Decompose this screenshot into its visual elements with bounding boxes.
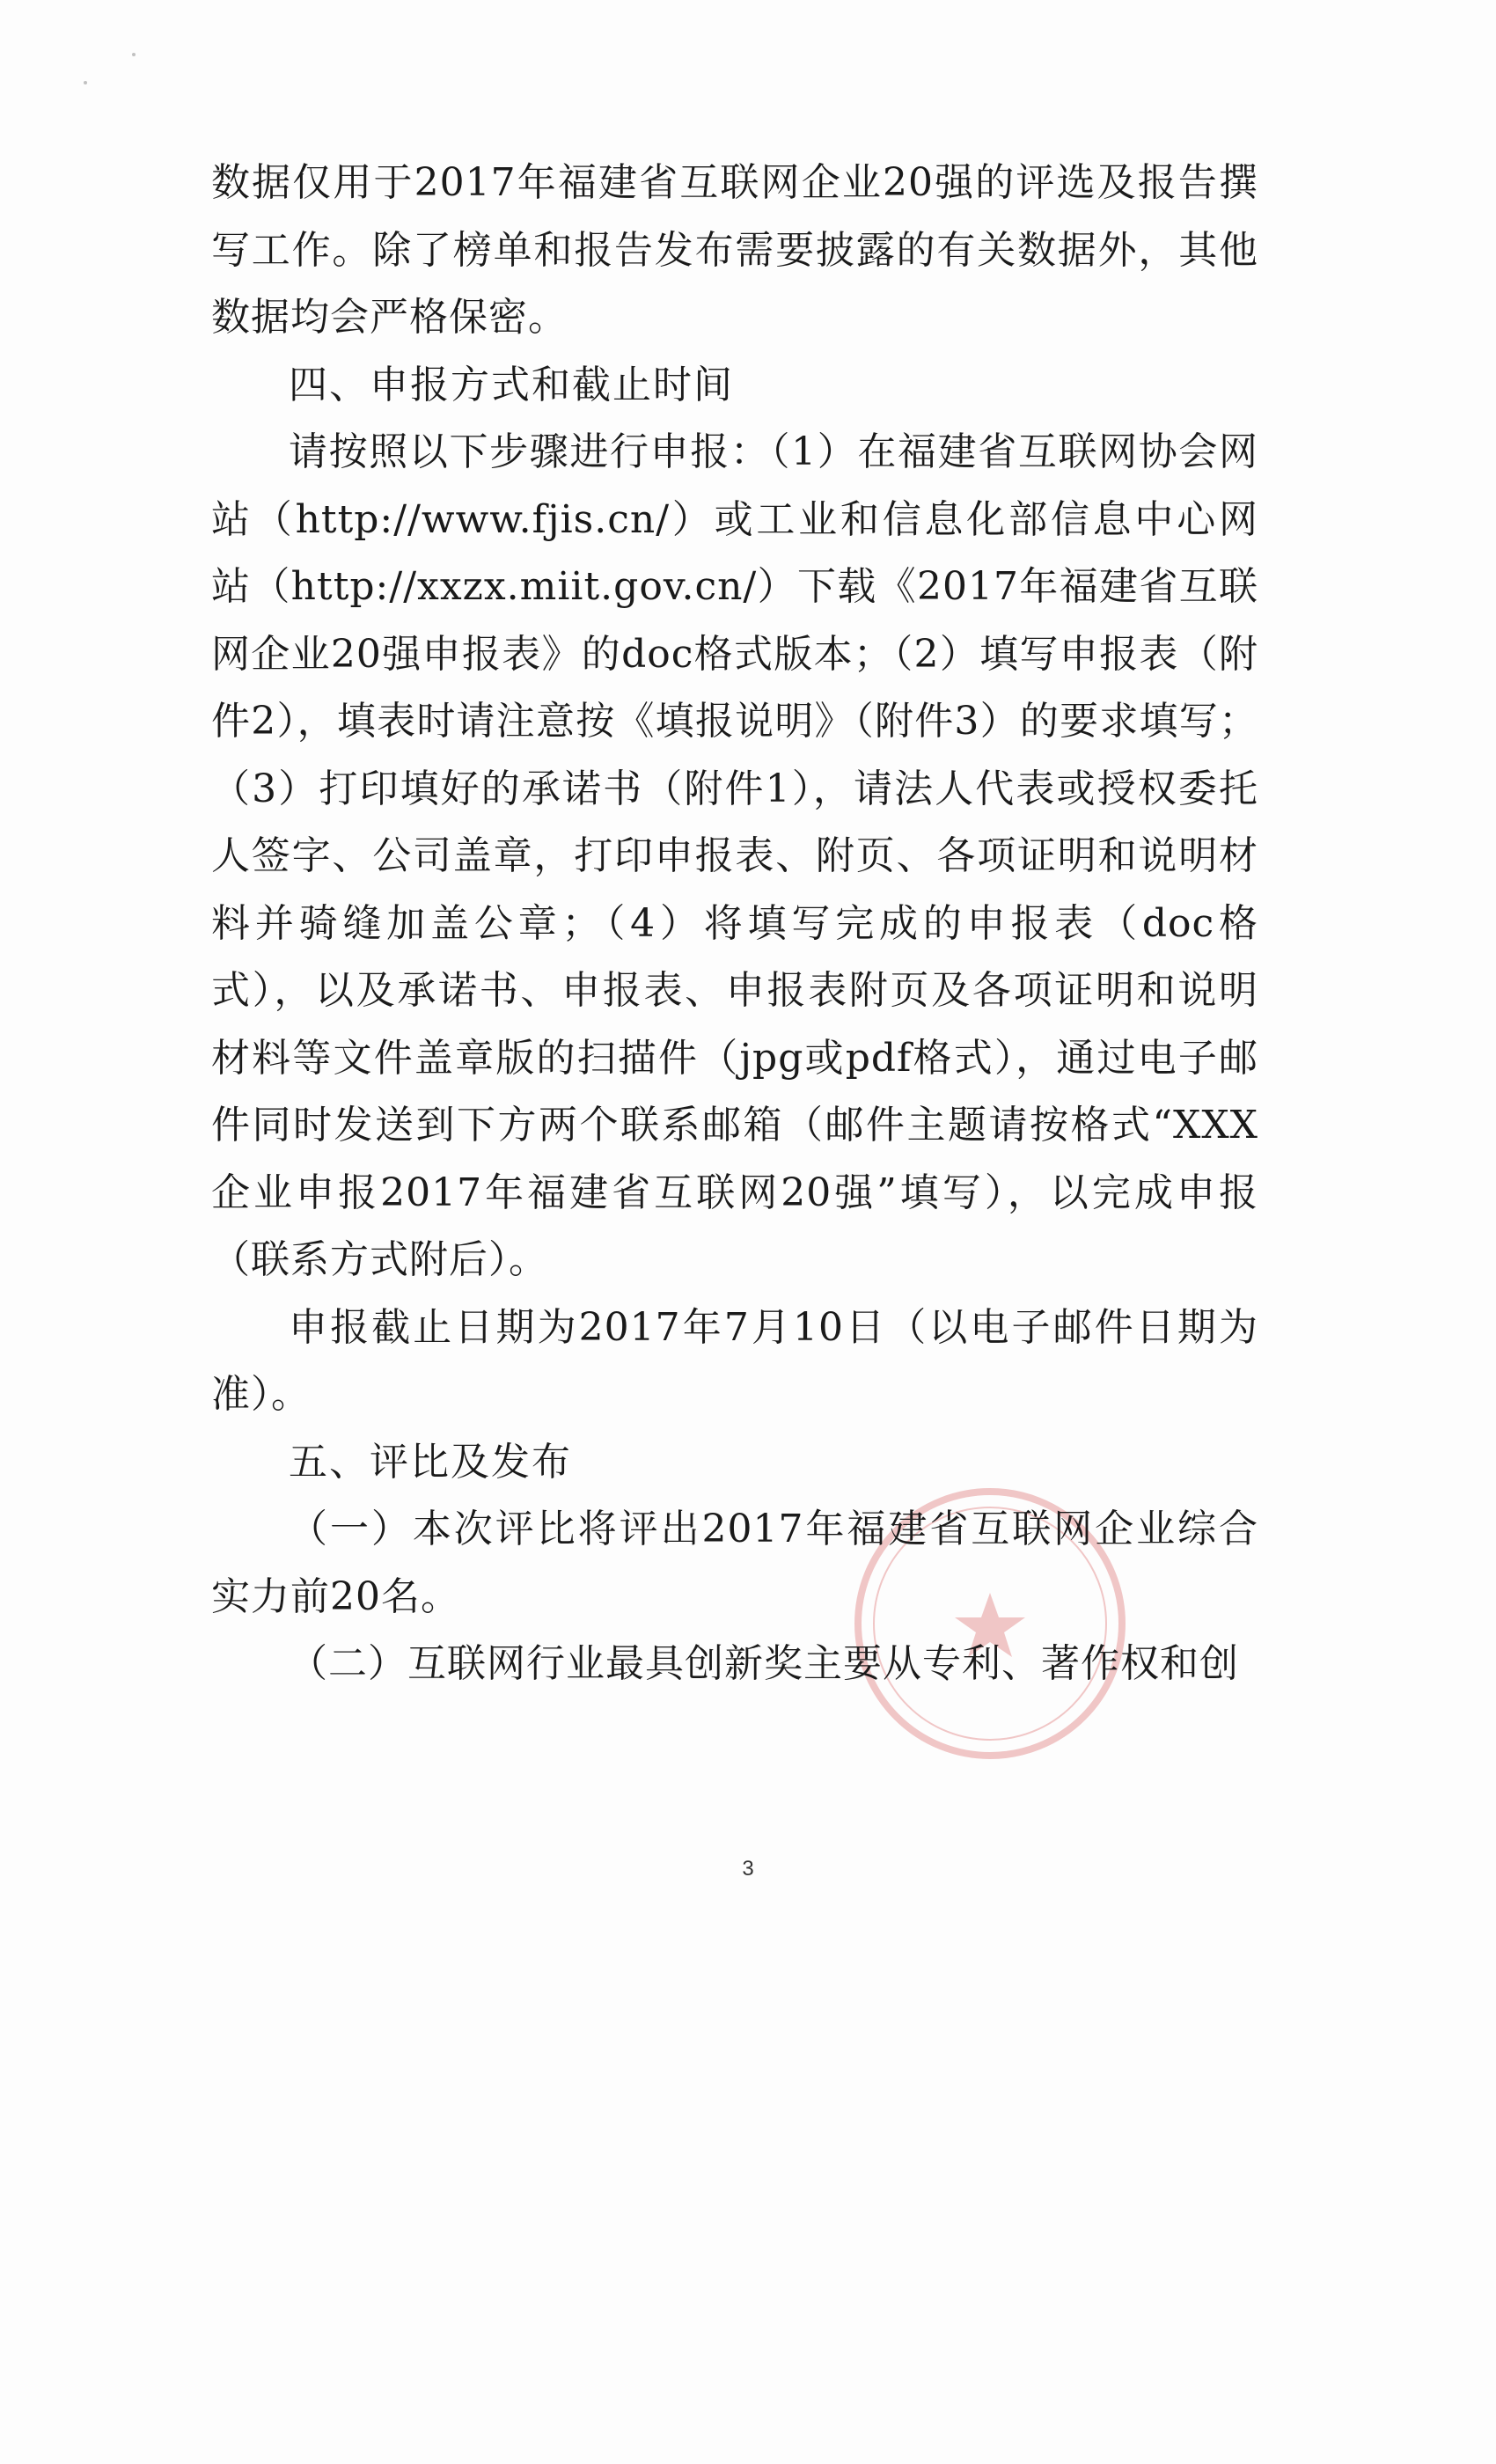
paragraph-innovation-award: （二）互联网行业最具创新奖主要从专利、著作权和创 (289, 1641, 1239, 1686)
section-heading-evaluation: 五、评比及发布 (289, 1439, 572, 1485)
paragraph-deadline: 申报截止日期为2017年7月10日（以电子邮件日期为准）。 (211, 1304, 1258, 1417)
scan-speck (84, 81, 87, 84)
paragraph-evaluation-top20: （一）本次评比将评出2017年福建省互联网企业综合实力前20名。 (211, 1507, 1258, 1619)
document-body (211, 150, 1258, 1698)
paragraph-application-steps: 请按照以下步骤进行申报：（1）在福建省互联网协会网站（http://www.fjis.cn/）或工业和信息化部信息中心网站（http://xxzx.miit.gov.cn/）下载《2017年福建省互联网企业20强申报表》的doc格式版本；（2）填写申报表（附件2），填表时请注意按《填报说明》（附件3）的要求填写；（3）打印填好的承诺书（附件1），请法人代表或授权委托人签字、公司盖章，打印申报表、附页、各项证明和说明材料并骑缝加盖公章；（4）将填写完成的申报表（doc格式），以及承诺书、申报表、申报表附页及各项证明和说明材料等文件盖章版的扫描件（jpg或pdf格式），通过电子邮件同时发送到下方两个联系邮箱（邮件主题请按格式“XXX企业申报2017年福建省互联网20强”填写），以完成申报（联系方式附后）。 (211, 429, 1258, 1282)
page-number: 3 (742, 1857, 754, 1881)
scan-speck (132, 53, 136, 56)
paragraph-data-confidentiality: 数据仅用于2017年福建省互联网企业20强的评选及报告撰写工作。除了榜单和报告发布需要披露的有关数据外，其他数据均会严格保密。 (211, 160, 1258, 340)
section-heading-application: 四、申报方式和截止时间 (289, 362, 734, 407)
